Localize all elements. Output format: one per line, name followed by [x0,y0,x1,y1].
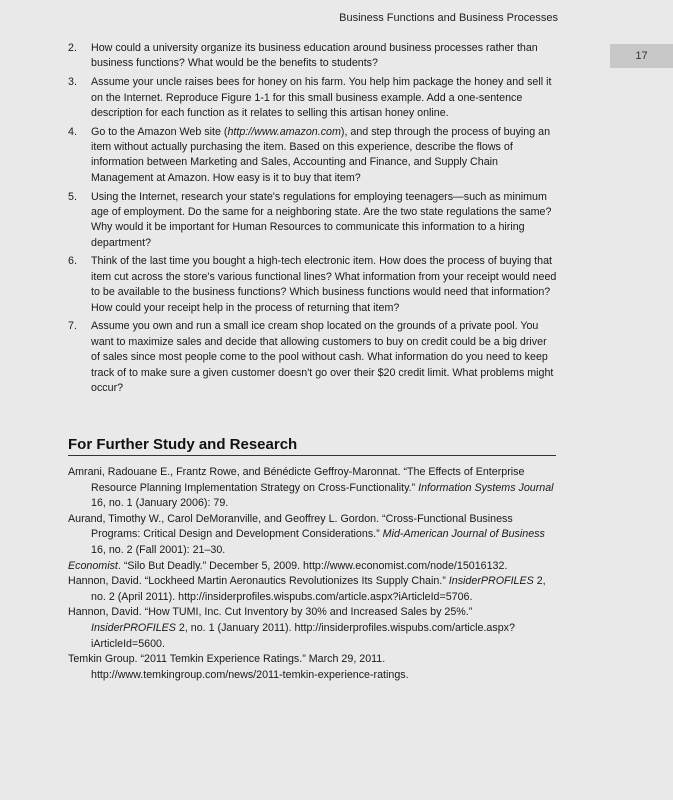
question-text: How could a university organize its business education around business processes rather than business functions? What would be the benefits to students? [91,42,538,70]
amazon-url: http://www.amazon.com [227,125,341,138]
reference-text: Hannon, David. “How TUMI, Inc. Cut Inventory by 30% and Increased Sales by 25%.” [68,606,473,619]
question-number: 5. [68,190,77,203]
reference-text: 16, no. 1 (January 2006): 79. [91,497,229,510]
reference-text: Hannon, David. “Lockheed Martin Aeronautics Revolutionizes Its Supply Chain.” [68,575,449,588]
reference-source: InsiderPROFILES [91,621,176,634]
question-text-part: Go to the Amazon Web site ( [91,125,228,138]
page-number-tab: 17 [610,44,673,68]
question-number: 2. [68,42,77,54]
question-text [91,125,558,187]
reference-text: . “Silo But Deadly.” December 5, 2009. http://www.economist.com/node/15016132. [117,559,508,572]
question-text-part: ), and step through the process of buying an item without actually purchasing the item. Based on this experience, describe the flows of information between Marketing and Sales, Accounting and Finance, and Supply Chain Management at Amazon. How easy is it to buy that item? [91,125,551,184]
reference-text: 2, no. 2 (April 2011). http://insiderprofiles.wispubs.com/article.aspx?iArticleId=5706. [91,575,546,603]
question-item [68,41,558,72]
question-text: Using the Internet, research your state's regulations for employing teenagers—such as minimum age of employment. Do the same for a neighboring state. Are the two state regulations the same? Why would it be important for Human Resources to communicate this information to a hiring department? [91,190,552,249]
reference-text: 2, no. 1 (January 2011). http://insiderprofiles.wispubs.com/article.aspx?iArticleId=5600. [91,621,515,650]
question-text: Assume your uncle raises bees for honey on his farm. You help him package the honey and sell it on the Internet. Reproduce Figure 1-1 for this small business example. Add a one-sentence description for each function as it relates to selling this artisan honey online. [91,76,552,119]
question-number: 7. [68,320,77,333]
question-item [68,125,558,187]
question-item [68,319,558,396]
question-number: 6. [68,255,77,268]
reference-item [68,605,560,652]
review-questions-list [68,41,558,400]
question-item [68,75,558,121]
question-number: 4. [68,125,77,138]
question-item [68,190,558,252]
question-item [68,254,558,316]
reference-text: Amrani, Radouane E., Frantz Rowe, and Bénédicte Geffroy-Maronnat. “The Effects of Enterprise Resource Planning Implementation Strategy on Cross-Functionality.” [68,466,525,494]
reference-source: InsiderPROFILES [448,575,534,588]
reference-item [68,574,560,605]
reference-source: Economist [68,559,118,572]
section-heading: For Further Study and Research [68,436,556,456]
reference-text: Aurand, Timothy W., Carol DeMoranville, and Geoffrey L. Gordon. “Cross-Functional Business Programs: Critical Design and Development Considerations.” [68,512,513,541]
running-header: Business Functions and Business Processes [339,12,558,24]
question-number: 3. [68,76,77,89]
reference-source: Mid-American Journal of Business [382,528,545,541]
question-text: Assume you own and run a small ice cream shop located on the grounds of a private pool. You want to maximize sales and decide that allowing customers to buy on credit could be a big driver of sales since most people come to the pool without cash. What information do you need to keep track of to make sure a given customer doesn't go over their $20 credit limit. What problems might occur? [91,320,554,395]
reference-item [68,652,560,683]
reference-text: Temkin Group. “2011 Temkin Experience Ratings.” March 29, 2011. http://www.temkingroup.com/news/2011-temkin-experience-ratings. [68,653,409,681]
reference-item [68,512,560,559]
reference-source: Information Systems Journal [418,481,554,494]
reference-text: 16, no. 2 (Fall 2001): 21–30. [91,543,226,556]
reference-item [68,559,560,575]
question-text: Think of the last time you bought a high-tech electronic item. How does the process of buying that item cut across the store's various functional lines? What information from your receipt would need to be available to the business functions? Which business functions would need that information? How could your receipt help in the process of returning that item? [91,255,557,314]
references-list [68,465,560,683]
reference-item [68,465,560,512]
